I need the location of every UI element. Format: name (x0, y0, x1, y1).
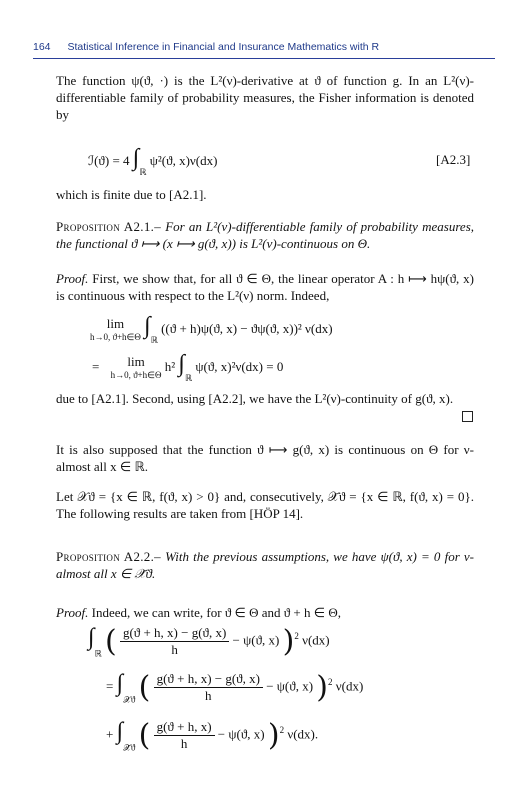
proposition-label: Proposition A2.1.– (56, 219, 161, 234)
denominator: h (180, 736, 188, 751)
integral-sign: ∫ (178, 351, 185, 377)
integral-sign: ∫ (116, 718, 124, 745)
right-paren: ) (267, 718, 280, 753)
equation-tag-a2-3: [A2.3] (436, 152, 471, 167)
eq6-measure: ν(dx). (287, 726, 319, 742)
proposition-text: With the previous assumptions, we have ψ(ϑ, x) = 0 for ν-almost all x ∈ 𝒳̄ϑ. (56, 549, 475, 581)
proof-label: Proof. (56, 271, 89, 286)
eq3-domain: ℝ (184, 373, 193, 383)
integral-sign: ∫ (116, 670, 124, 697)
left-paren: ( (104, 624, 117, 659)
limit-operator (111, 354, 162, 381)
exponent: 2 (279, 725, 285, 736)
equation-limit-1 (90, 313, 333, 346)
eq4-measure: ν(dx) (302, 632, 330, 648)
proposition-label: Proposition A2.2.– (56, 549, 161, 564)
proof-1 (56, 270, 474, 304)
equation-expansion-2 (106, 670, 363, 705)
left-paren: ( (138, 670, 151, 705)
fraction (120, 625, 229, 658)
proof-text: Indeed, we can write, for ϑ ∈ Θ and ϑ + h ∈ Θ, (91, 605, 341, 620)
header-rule (33, 58, 495, 59)
paragraph-4: It is also supposed that the function ϑ ⟼ g(ϑ, x) is continuous on Θ for ν-almost all x ∈ ℝ. (56, 442, 474, 474)
eq1-integrand: ψ²(ϑ, x)ν(dx) (149, 153, 218, 168)
integral-sign: ∫ (88, 624, 95, 651)
page-number: 164 (33, 41, 51, 53)
lim-label: lim (127, 354, 145, 369)
proof-text: First, we show that, for all ϑ ∈ Θ, the linear operator A : h ⟼ hψ(ϑ, x) is continuous with respect to the L²(ν) norm. Indeed, (56, 271, 474, 303)
paragraph-1: The function ψ(ϑ, ·) is the L²(ν)-derivative at ϑ of function g. In an L²(ν)-differentiable family of probability measures, the Fisher information is denoted by (56, 73, 474, 122)
eq2-domain: ℝ (150, 335, 158, 345)
lim-label: lim (106, 316, 125, 331)
proof-label: Proof. (56, 605, 89, 620)
fraction (154, 719, 215, 752)
right-paren: ) (282, 624, 295, 659)
eq1-domain: ℝ (139, 167, 147, 177)
eq3-factor: h² (164, 359, 176, 374)
denominator: h (205, 688, 212, 703)
eq5-equals: = (106, 678, 114, 694)
fraction (154, 671, 263, 704)
eq3-equals: = (92, 359, 100, 374)
numerator: g(ϑ + h, x) − g(ϑ, x) (154, 671, 263, 688)
equation-a2-3 (88, 145, 218, 178)
proposition-a2-2 (56, 548, 474, 582)
paragraph-3: due to [A2.1]. Second, using [A2.2], we have the L²(ν)-continuity of g(ϑ, x). (56, 391, 454, 406)
eq6-tail: − ψ(ϑ, x) (217, 726, 265, 742)
paragraph-2: which is finite due to [A2.1]. (56, 187, 207, 202)
qed-box (462, 411, 473, 422)
eq6-plus: + (106, 726, 114, 742)
proposition-a2-1 (56, 218, 474, 252)
left-paren: ( (138, 718, 151, 753)
equation-limit-2 (92, 351, 284, 384)
right-paren: ) (316, 670, 328, 705)
eq5-domain: 𝒳ϑ (123, 694, 136, 705)
numerator: g(ϑ + h, x) − g(ϑ, x) (120, 625, 229, 642)
proposition-text: For an L²(ν)-differentiable family of probability measures, the functional ϑ ⟼ (x ⟼ g(ϑ, x)) is L²(ν)-continuous on Θ. (56, 219, 475, 251)
equation-expansion-1 (88, 624, 330, 659)
integral-sign: ∫ (144, 313, 151, 339)
numerator: g(ϑ + h, x) (154, 719, 215, 736)
exponent: 2 (294, 631, 299, 642)
running-title: Statistical Inference in Financial and Insurance Mathematics with R (67, 41, 380, 53)
eq2-integrand: ((ϑ + h)ψ(ϑ, x) − ϑψ(ϑ, x))² ν(dx) (161, 321, 333, 336)
eq4-tail: − ψ(ϑ, x) (232, 632, 280, 648)
eq3-integrand: ψ(ϑ, x)²ν(dx) = 0 (195, 359, 284, 374)
lim-subscript: h→0, ϑ+h∈Θ (110, 370, 162, 380)
denominator: h (171, 642, 178, 657)
integral-sign: ∫ (132, 145, 140, 171)
paragraph-5: Let 𝒳ϑ = {x ∈ ℝ, f(ϑ, x) > 0} and, consecutively, 𝒳̄ϑ = {x ∈ ℝ, f(ϑ, x) = 0}. The following results are taken from [HÖP 14]. (56, 489, 474, 521)
eq1-lhs: ℐ(ϑ) = 4 (88, 153, 130, 168)
eq5-tail: − ψ(ϑ, x) (266, 678, 314, 694)
eq4-domain: ℝ (94, 648, 102, 659)
exponent: 2 (328, 677, 333, 688)
running-header (33, 41, 495, 53)
equation-expansion-3 (106, 718, 318, 753)
eq6-domain: 𝒳̄ϑ (123, 742, 136, 753)
lim-subscript: h→0, ϑ+h∈Θ (90, 332, 141, 342)
limit-operator (90, 316, 141, 343)
eq5-measure: ν(dx) (335, 678, 364, 694)
proof-2 (56, 604, 474, 621)
